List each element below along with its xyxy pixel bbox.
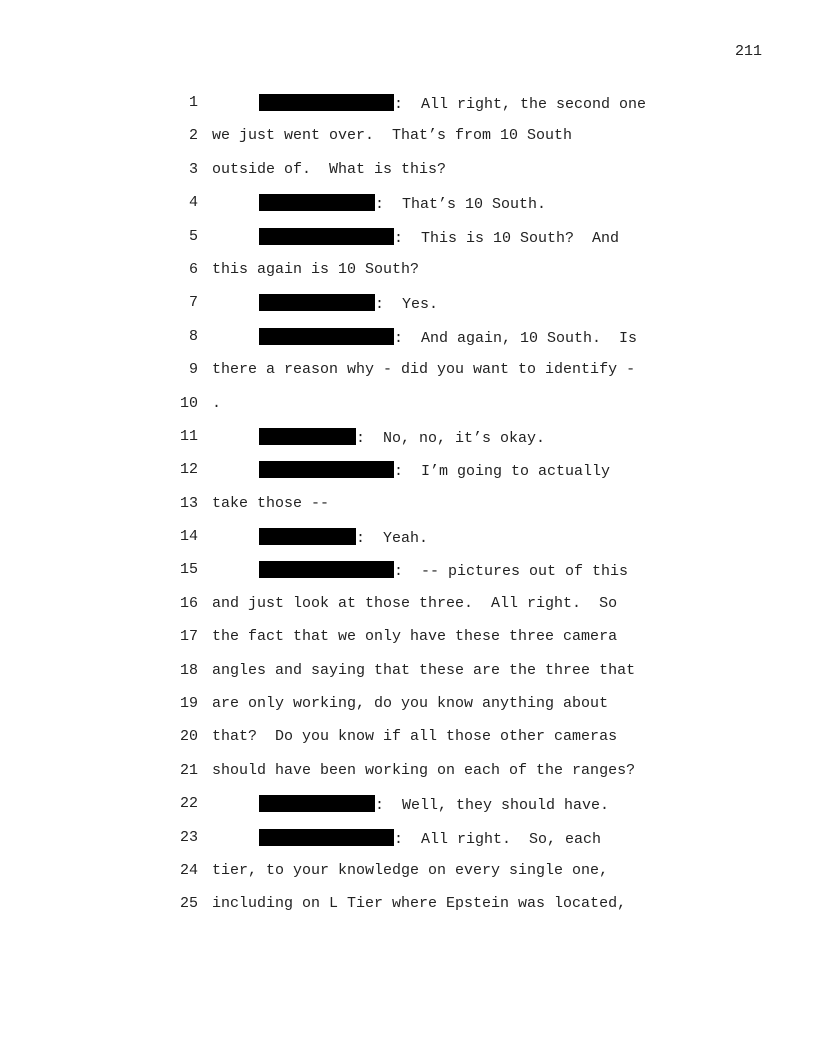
transcript-line <box>172 228 732 261</box>
speaker-line <box>259 228 619 248</box>
line-text <box>212 595 617 613</box>
line-number: 23 <box>179 828 198 846</box>
redacted-speaker-name <box>259 94 394 111</box>
line-text-content: are only working, do you know anything about <box>212 695 609 713</box>
line-text-content: take those -- <box>212 494 330 512</box>
line-text <box>212 628 617 646</box>
line-number: 22 <box>179 795 198 813</box>
transcript-line <box>172 695 732 728</box>
transcript-line <box>172 395 732 428</box>
line-text <box>212 261 419 279</box>
transcript-line <box>172 628 732 661</box>
speaker-line <box>259 428 545 448</box>
line-text <box>212 127 572 145</box>
transcript-line <box>172 528 732 561</box>
line-number: 10 <box>179 394 198 412</box>
line-number: 14 <box>179 528 198 546</box>
speaker-line <box>259 795 609 815</box>
transcript-line <box>172 728 732 761</box>
line-number: 13 <box>179 494 198 512</box>
redacted-speaker-name <box>259 328 394 345</box>
line-number: 12 <box>179 461 198 479</box>
line-text <box>212 495 329 513</box>
line-text <box>212 662 635 680</box>
line-number: 15 <box>179 561 198 579</box>
line-text-content: including on L Tier where Epstein was located, <box>212 895 627 913</box>
transcript-line <box>172 862 732 895</box>
transcript-line <box>172 127 732 160</box>
redacted-speaker-name <box>259 194 375 211</box>
line-number: 18 <box>179 661 198 679</box>
line-text-content: : This is 10 South? And <box>394 229 620 247</box>
redacted-speaker-name <box>259 561 394 578</box>
line-text-content: : Yes. <box>375 296 439 314</box>
line-text-content: this again is 10 South? <box>212 260 420 278</box>
transcript-line <box>172 595 732 628</box>
line-text-content: : And again, 10 South. Is <box>394 329 638 347</box>
redacted-speaker-name <box>259 461 394 478</box>
line-text-content: should have been working on each of the ranges? <box>212 761 636 779</box>
line-number: 4 <box>188 194 198 212</box>
line-text <box>212 762 635 780</box>
transcript-line <box>172 161 732 194</box>
speaker-line <box>259 94 646 114</box>
line-text-content: : No, no, it’s okay. <box>356 429 546 447</box>
transcript-line <box>172 795 732 828</box>
transcript-line <box>172 261 732 294</box>
transcript-line <box>172 461 732 494</box>
speaker-line <box>259 561 628 581</box>
transcript-line <box>172 328 732 361</box>
line-text <box>212 161 446 179</box>
line-text-content: angles and saying that these are the three that <box>212 661 636 679</box>
transcript-line <box>172 495 732 528</box>
speaker-line <box>259 328 637 348</box>
line-number: 1 <box>188 94 198 111</box>
transcript-line <box>172 428 732 461</box>
line-text-content: : -- pictures out of this <box>394 563 629 581</box>
line-text-content: we just went over. That’s from 10 South <box>212 127 573 145</box>
transcript-line <box>172 94 732 127</box>
line-text-content: tier, to your knowledge on every single one, <box>212 861 609 879</box>
transcript-line <box>172 361 732 394</box>
line-text <box>212 361 635 379</box>
line-text <box>212 395 221 413</box>
line-text <box>212 862 608 880</box>
line-text-content: . <box>212 394 222 412</box>
line-text-content: outside of. What is this? <box>212 160 447 178</box>
transcript-body <box>172 94 732 929</box>
line-text-content: and just look at those three. All right. So <box>212 594 618 612</box>
transcript-line <box>172 294 732 327</box>
page-number: 211 <box>734 43 762 60</box>
speaker-line <box>259 829 601 849</box>
transcript-line <box>172 829 732 862</box>
line-text-content: : All right. So, each <box>394 830 602 848</box>
line-number: 8 <box>188 327 198 345</box>
transcript-line <box>172 194 732 227</box>
line-number: 5 <box>188 227 198 245</box>
speaker-line <box>259 294 438 314</box>
transcript-line <box>172 895 732 928</box>
redacted-speaker-name <box>259 228 394 245</box>
speaker-line <box>259 194 546 214</box>
line-number: 21 <box>179 761 198 779</box>
transcript-line <box>172 662 732 695</box>
line-text-content: : Well, they should have. <box>375 797 610 815</box>
line-text <box>212 728 617 746</box>
speaker-line <box>259 461 610 481</box>
line-text <box>212 695 608 713</box>
line-text-content: : That’s 10 South. <box>375 196 547 214</box>
redacted-speaker-name <box>259 528 356 545</box>
line-number: 9 <box>188 361 198 379</box>
redacted-speaker-name <box>259 795 375 812</box>
line-text-content: that? Do you know if all those other cameras <box>212 728 618 746</box>
line-number: 2 <box>188 127 198 145</box>
redacted-speaker-name <box>259 428 356 445</box>
line-text-content: : I’m going to actually <box>394 463 611 481</box>
line-number: 25 <box>179 895 198 913</box>
line-text-content: : Yeah. <box>356 530 429 548</box>
line-number: 11 <box>179 427 198 445</box>
redacted-speaker-name <box>259 829 394 846</box>
line-number: 16 <box>179 594 198 612</box>
line-number: 24 <box>179 861 198 879</box>
line-number: 17 <box>179 628 198 646</box>
line-number: 3 <box>188 160 198 178</box>
line-number: 6 <box>188 260 198 278</box>
line-text-content: the fact that we only have these three camera <box>212 628 618 646</box>
line-text <box>212 895 626 913</box>
redacted-speaker-name <box>259 294 375 311</box>
line-number: 7 <box>188 294 198 312</box>
speaker-line <box>259 528 428 548</box>
line-text-content: : All right, the second one <box>394 96 647 113</box>
line-text-content: there a reason why - did you want to identify - <box>212 361 636 379</box>
transcript-line <box>172 762 732 795</box>
transcript-line <box>172 561 732 594</box>
line-number: 20 <box>179 728 198 746</box>
line-number: 19 <box>179 695 198 713</box>
